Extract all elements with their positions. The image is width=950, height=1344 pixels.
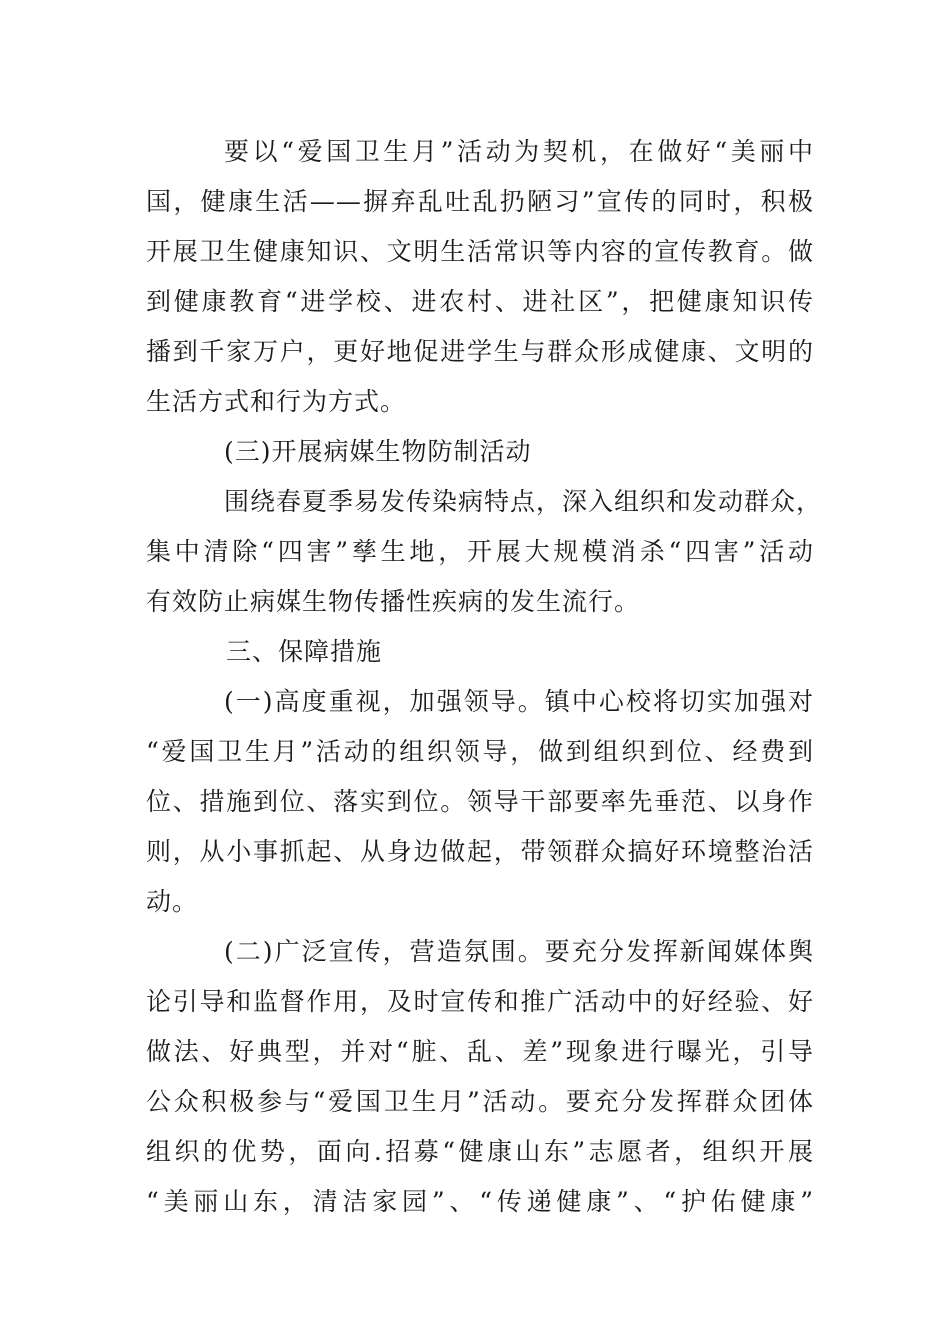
paragraph-line: 国，健康生活——摒弃乱吐乱扔陋习”宣传的同时，积极 xyxy=(146,187,814,216)
paragraph-line: (一)高度重视，加强领导。镇中心校将切实加强对 xyxy=(224,687,814,716)
paragraph-line: 生活方式和行为方式。 xyxy=(146,387,407,416)
paragraph-line: 公众积极参与“爱国卫生月”活动。要充分发挥群众团体 xyxy=(146,1087,814,1116)
paragraph-line: (二)广泛宣传，营造氛围。要充分发挥新闻媒体舆 xyxy=(224,937,814,966)
document-body xyxy=(146,127,823,1227)
paragraph-line: “美丽山东，清洁家园”、“传递健康”、“护佑健康” xyxy=(146,1187,814,1216)
paragraph-line: 有效防止病媒生物传播性疾病的发生流行。 xyxy=(146,587,641,616)
paragraph-line: 位、措施到位、落实到位。领导干部要率先垂范、以身作 xyxy=(146,787,814,816)
paragraph-line: 要以“爱国卫生月”活动为契机，在做好“美丽中 xyxy=(224,137,814,166)
paragraph-line: 组织的优势，面向.招募“健康山东”志愿者，组织开展 xyxy=(146,1137,814,1166)
section-heading: 三、保障措施 xyxy=(226,637,383,666)
section-heading: (三)开展病媒生物防制活动 xyxy=(224,437,532,466)
paragraph-line: 围绕春夏季易发传染病特点，深入组织和发动群众， xyxy=(224,487,823,516)
paragraph-line: 开展卫生健康知识、文明生活常识等内容的宣传教育。做 xyxy=(146,237,814,266)
paragraph-line: 论引导和监督作用，及时宣传和推广活动中的好经验、好 xyxy=(146,987,814,1016)
paragraph-line: 集中清除“四害”孳生地，开展大规模消杀“四害”活动 xyxy=(146,537,814,566)
paragraph-line: “爱国卫生月”活动的组织领导，做到组织到位、经费到 xyxy=(146,737,814,766)
paragraph-line: 到健康教育“进学校、进农村、进社区”，把健康知识传 xyxy=(146,287,814,316)
paragraph-line: 动。 xyxy=(146,887,199,916)
paragraph-line: 则，从小事抓起、从身边做起，带领群众搞好环境整治活 xyxy=(146,837,814,866)
paragraph-line: 播到千家万户，更好地促进学生与群众形成健康、文明的 xyxy=(146,337,814,366)
paragraph-line: 做法、好典型，并对“脏、乱、差”现象进行曝光，引导 xyxy=(146,1037,814,1066)
